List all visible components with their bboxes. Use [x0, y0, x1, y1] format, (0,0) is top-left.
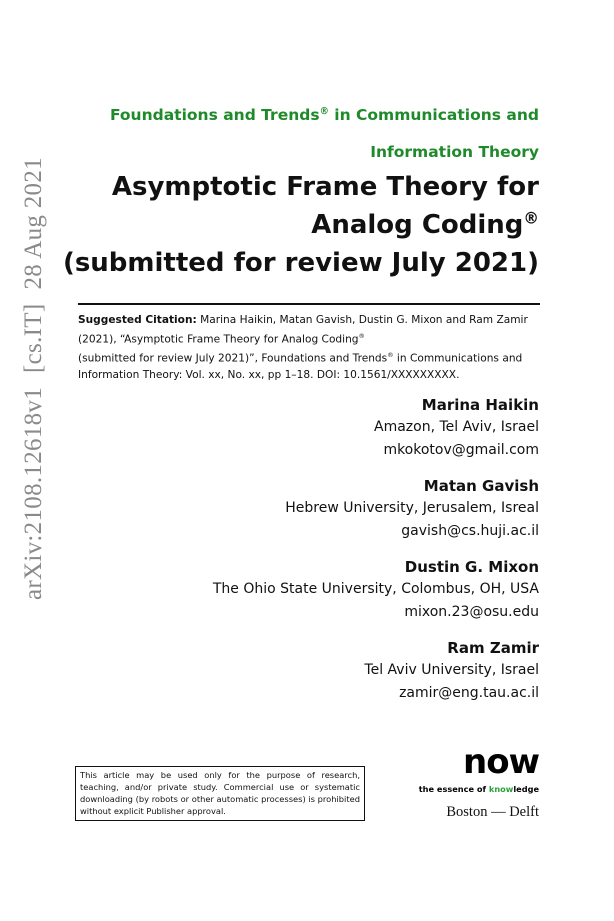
arxiv-id: arXiv:2108.12618v1 [20, 386, 47, 600]
author-affiliation: Hebrew University, Jerusalem, Isreal [285, 500, 539, 516]
now-logo-text: now [463, 742, 539, 782]
author-name: Dustin G. Mixon [404, 558, 539, 576]
author-affiliation: Tel Aviv University, Israel [364, 662, 539, 678]
arxiv-date: 28 Aug 2021 [20, 157, 47, 290]
series-title-line2: Information Theory [370, 143, 539, 161]
usage-notice: This article may be used only for the purpose of research, teaching, and/or private study. Commercial use or systematic downloading (by robots or other automatic processes) is prohibited without explicit Publisher approval. [75, 766, 365, 821]
author-email[interactable]: zamir@eng.tau.ac.il [399, 685, 539, 701]
author-name: Marina Haikin [421, 396, 539, 414]
author-affiliation: Amazon, Tel Aviv, Israel [374, 419, 539, 435]
author-name: Ram Zamir [447, 639, 539, 657]
publisher-places: Boston — Delft [446, 804, 539, 820]
author-email[interactable]: mixon.23@osu.edu [404, 604, 539, 620]
publisher-logo [418, 742, 539, 794]
title-rule [78, 303, 540, 305]
series-title-line1: Foundations and Trends® in Communications and [109, 106, 539, 125]
arxiv-stamp [20, 157, 48, 600]
title-line1: Asymptotic Frame Theory for [111, 172, 539, 202]
page-title [60, 168, 539, 282]
suggested-citation: Suggested Citation: Marina Haikin, Matan Gavish, Dustin G. Mixon and Ram Zamir (2021), “Asymptotic Frame Theory for Analog Coding® (submitted for review July 2021)”, Foundations and Trends® in Communications and Information Theory: Vol. xx, No. xx, pp 1–18. DOI: 10.1561/XXXXXXXXX. [78, 314, 528, 381]
publisher-tagline: the essence of knowledge [418, 784, 539, 794]
author-name: Matan Gavish [423, 477, 539, 495]
author-affiliation: The Ohio State University, Colombus, OH, USA [212, 581, 539, 597]
author-email[interactable]: gavish@cs.huji.ac.il [401, 523, 539, 539]
author-email[interactable]: mkokotov@gmail.com [383, 442, 539, 458]
title-line3: (submitted for review July 2021) [62, 248, 539, 278]
arxiv-category: [cs.IT] [20, 303, 47, 373]
title-line2: Analog Coding® [311, 209, 539, 240]
